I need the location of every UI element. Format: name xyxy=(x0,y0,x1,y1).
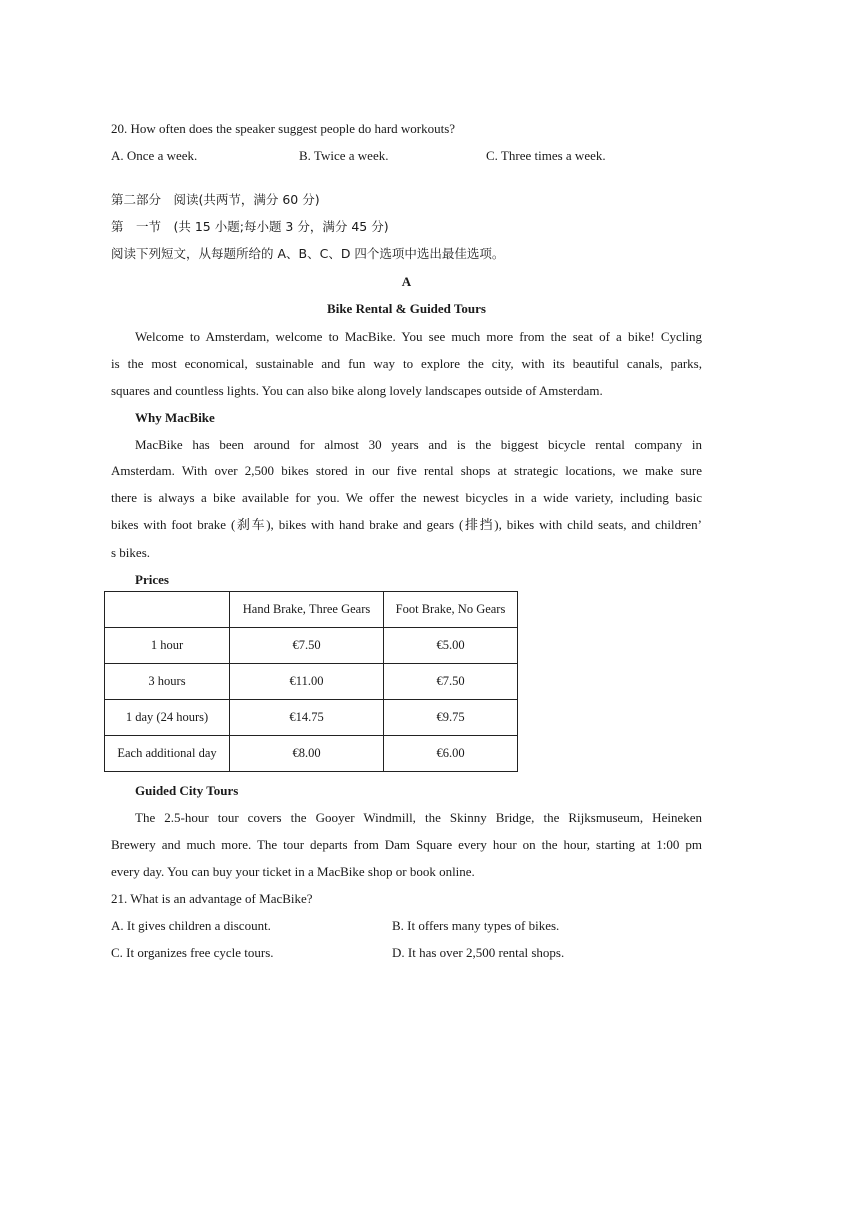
prices-heading: Prices xyxy=(135,572,169,587)
part-2-heading: 第二部分 阅读(共两节，满分 60 分) xyxy=(111,192,320,207)
table-header-row xyxy=(105,592,518,628)
intro-line-2: is the most economical, sustainable and fun way to explore the city, with its beautiful canals, parks, xyxy=(111,356,702,371)
question-20-stem: 20. How often does the speaker suggest people do hard workouts? xyxy=(111,121,456,136)
table-row xyxy=(105,664,518,700)
table-cell: 3 hours xyxy=(105,664,230,700)
table-cell: €5.00 xyxy=(384,628,518,664)
q21-option-c: C. It organizes free cycle tours. xyxy=(111,945,274,960)
table-cell: €7.50 xyxy=(384,664,518,700)
q21-option-d: D. It has over 2,500 rental shops. xyxy=(392,945,565,960)
question-21-stem: 21. What is an advantage of MacBike? xyxy=(111,891,313,906)
why-line-4: bikes with foot brake (刹车), bikes with hand brake and gears (排挡), bikes with child seats, and children’ xyxy=(111,517,702,532)
table-cell: €8.00 xyxy=(230,736,384,772)
reading-instructions: 阅读下列短文，从每题所给的 A、B、C、D 四个选项中选出最佳选项。 xyxy=(111,246,505,261)
q20-option-b: B. Twice a week. xyxy=(299,148,389,163)
section-1-heading: 第 一节 (共 15 小题;每小题 3 分，满分 45 分) xyxy=(111,219,389,234)
why-line-5: s bikes. xyxy=(111,545,150,560)
table-cell: €9.75 xyxy=(384,700,518,736)
tours-line-2: Brewery and much more. The tour departs from Dam Square every hour on the hour, starting at 1:00 pm xyxy=(111,837,702,852)
passage-letter: A xyxy=(401,274,412,289)
table-row xyxy=(105,736,518,772)
q21-option-b: B. It offers many types of bikes. xyxy=(392,918,560,933)
q20-option-a: A. Once a week. xyxy=(111,148,198,163)
table-header-cell xyxy=(105,592,230,628)
table-header-cell: Hand Brake, Three Gears xyxy=(230,592,384,628)
table-cell: Each additional day xyxy=(105,736,230,772)
why-line-3: there is always a bike available for you. We offer the newest bicycles in a wide variety, including basic xyxy=(111,490,702,505)
q20-option-c: C. Three times a week. xyxy=(486,148,606,163)
intro-line-3: squares and countless lights. You can also bike along lovely landscapes outside of Amsterdam. xyxy=(111,383,603,398)
table-cell: 1 day (24 hours) xyxy=(105,700,230,736)
why-macbike-heading: Why MacBike xyxy=(135,410,215,425)
guided-tours-heading: Guided City Tours xyxy=(135,783,239,798)
table-cell: 1 hour xyxy=(105,628,230,664)
table-cell: €6.00 xyxy=(384,736,518,772)
table-cell: €14.75 xyxy=(230,700,384,736)
passage-title: Bike Rental & Guided Tours xyxy=(327,301,486,316)
q21-option-a: A. It gives children a discount. xyxy=(111,918,271,933)
intro-line-1: Welcome to Amsterdam, welcome to MacBike. You see much more from the seat of a bike! Cycling xyxy=(135,329,702,344)
table-cell: €7.50 xyxy=(230,628,384,664)
tours-line-3: every day. You can buy your ticket in a MacBike shop or book online. xyxy=(111,864,475,879)
table-cell: €11.00 xyxy=(230,664,384,700)
tours-line-1: The 2.5-hour tour covers the Gooyer Windmill, the Skinny Bridge, the Rijksmuseum, Heineken xyxy=(135,810,702,825)
why-line-2: Amsterdam. With over 2,500 bikes stored in our five rental shops at strategic locations, we make sure xyxy=(111,463,702,478)
table-header-cell: Foot Brake, No Gears xyxy=(384,592,518,628)
prices-table xyxy=(104,591,518,772)
why-line-1: MacBike has been around for almost 30 years and is the biggest bicycle rental company in xyxy=(135,437,702,452)
table-row xyxy=(105,628,518,664)
table-row xyxy=(105,700,518,736)
